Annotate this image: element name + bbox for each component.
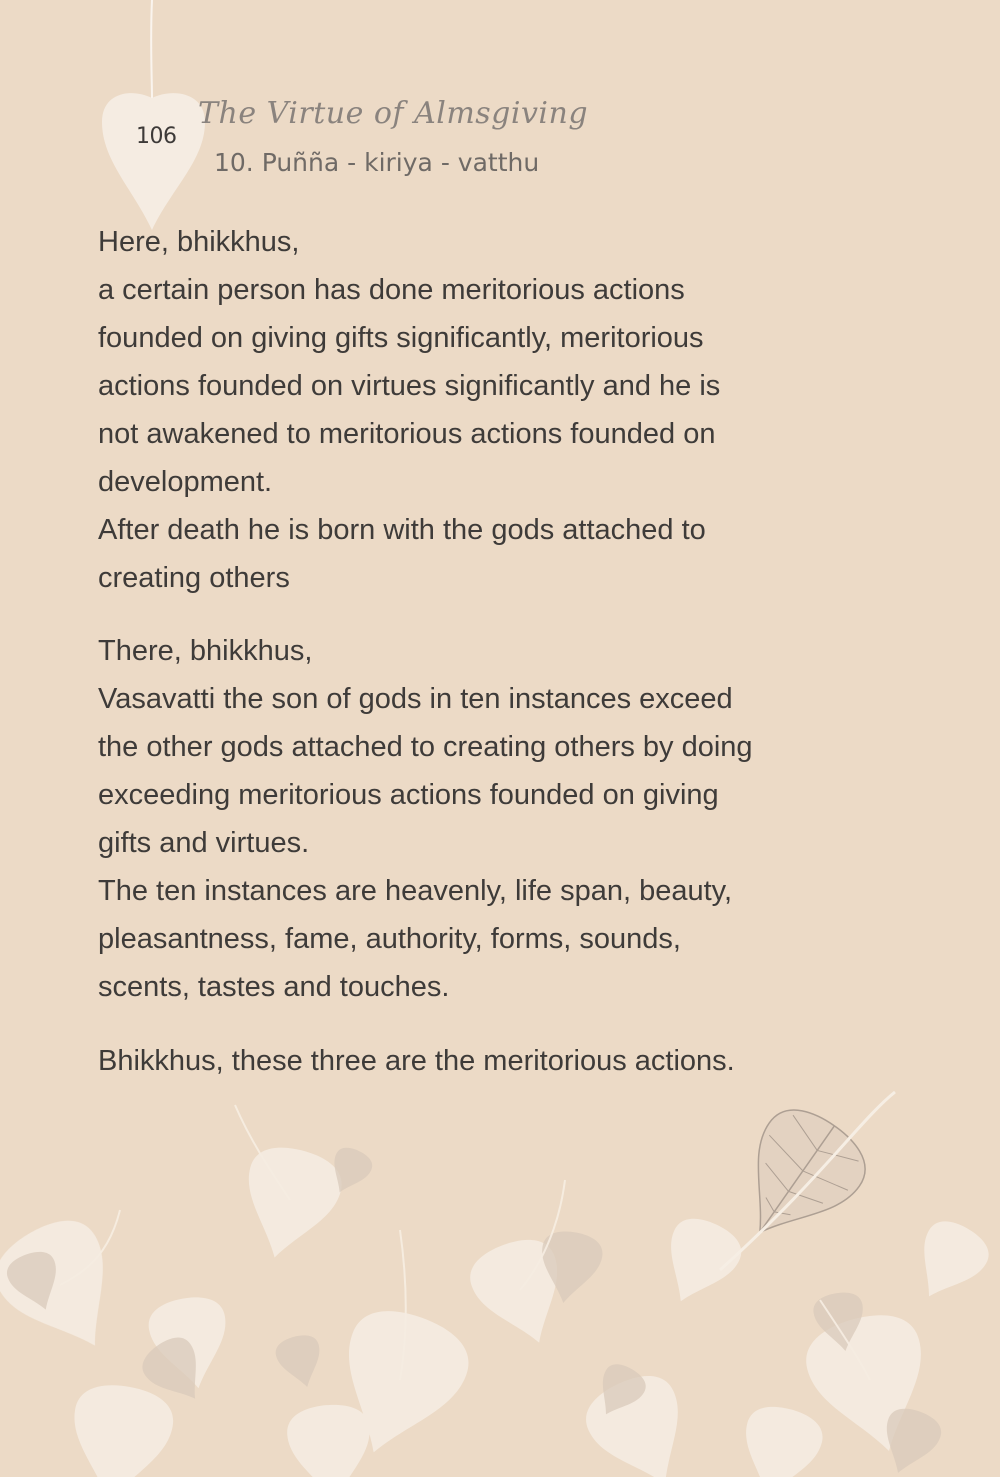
text-line: a certain person has done meritorious actions: [98, 274, 685, 306]
text-line: actions founded on virtues significantly and he is: [98, 370, 721, 402]
text-line: Vasavatti the son of gods in ten instances exceed: [98, 683, 733, 715]
text-line: gifts and virtues.: [98, 827, 310, 859]
text-line: scents, tastes and touches.: [98, 971, 450, 1003]
paragraph-gap: [98, 1011, 888, 1037]
text-line: not awakened to meritorious actions founded on: [98, 418, 716, 450]
text-line: pleasantness, fame, authority, forms, sounds,: [98, 923, 681, 955]
section-2: [98, 627, 888, 1011]
page-header: [0, 0, 1000, 230]
text-line: The ten instances are heavenly, life span, beauty,: [98, 875, 733, 907]
text-line: development.: [98, 466, 273, 498]
body-text: [98, 218, 888, 1085]
text-line: creating others: [98, 562, 290, 594]
conclusion: Bhikkhus, these three are the meritorious actions.: [98, 1045, 735, 1077]
paragraph-gap: [98, 602, 888, 627]
bodhi-leaves-pattern: [0, 1092, 997, 1477]
text-line: the other gods attached to creating others by doing: [98, 731, 753, 763]
section-1: [98, 218, 888, 602]
book-title: The Virtue of Almsgiving: [198, 96, 589, 131]
text-line: founded on giving gifts significantly, meritorious: [98, 322, 704, 354]
section-1-address: Here, bhikkhus,: [98, 226, 300, 258]
chapter-title: 10. Puñña - kiriya - vatthu: [214, 148, 540, 177]
text-line: After death he is born with the gods attached to: [98, 514, 706, 546]
page-number: 106: [136, 124, 177, 149]
text-line: exceeding meritorious actions founded on giving: [98, 779, 719, 811]
section-2-address: There, bhikkhus,: [98, 635, 313, 667]
